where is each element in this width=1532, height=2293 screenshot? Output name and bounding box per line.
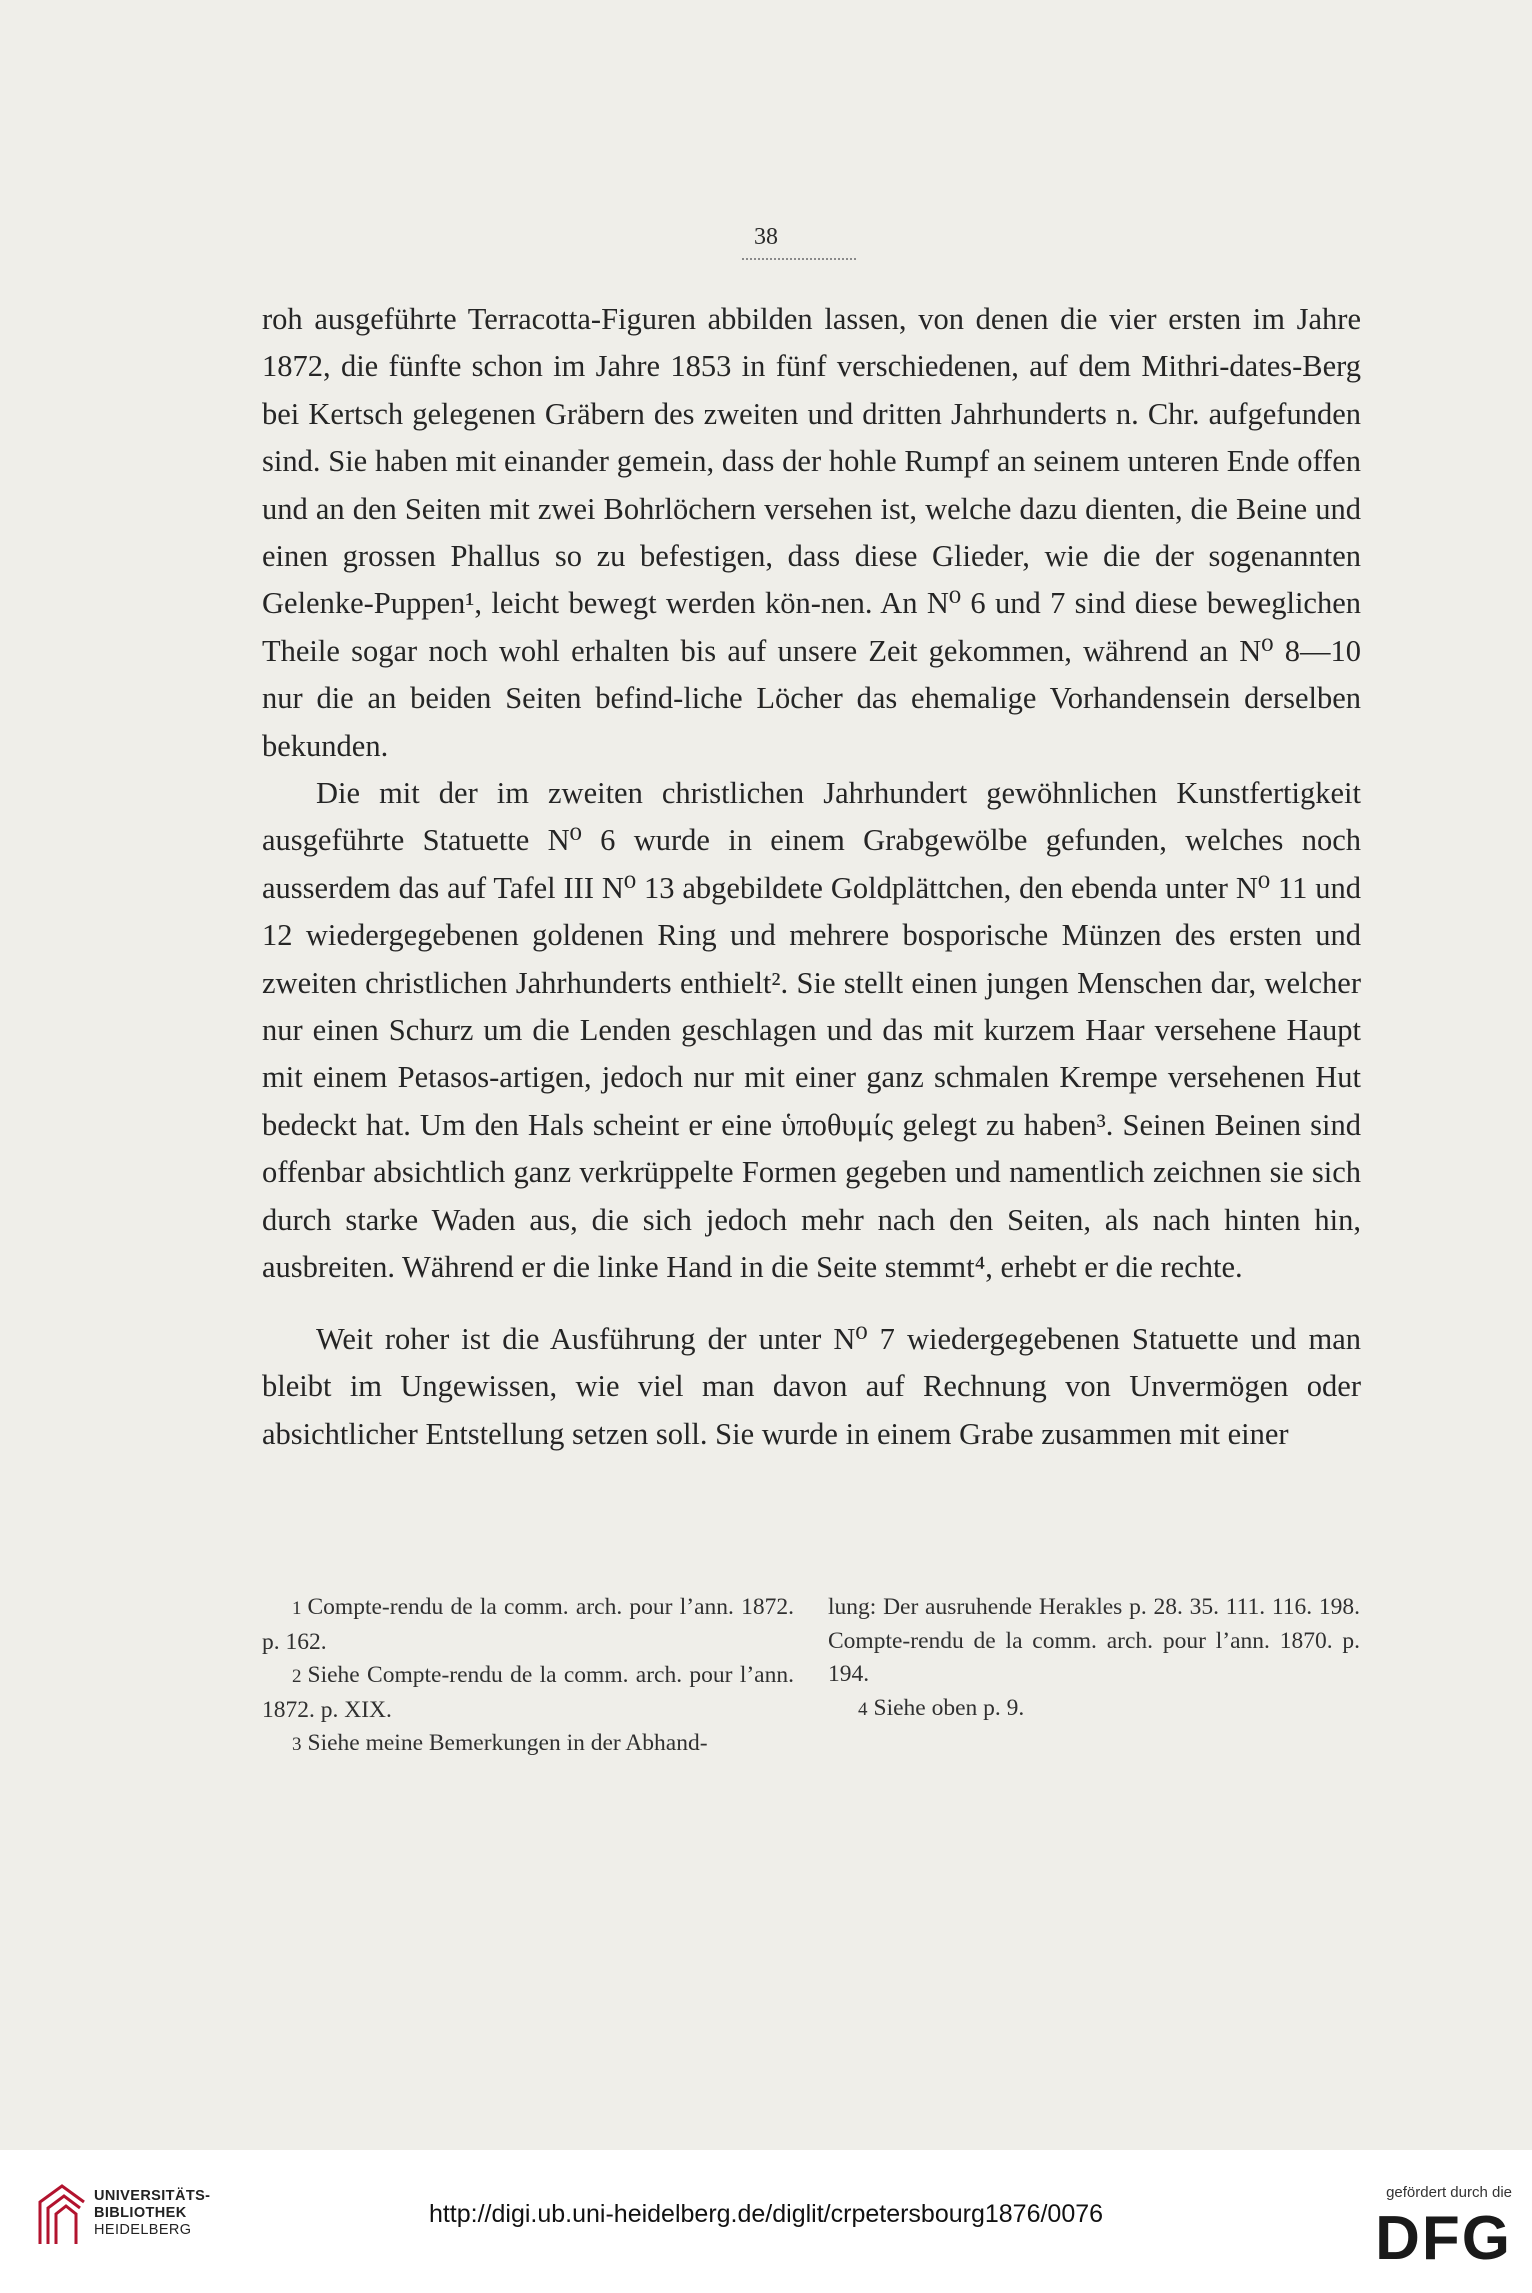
permalink-url[interactable]: http://digi.ub.uni-heidelberg.de/diglit/crpetersbourg1876/0076 — [428, 2200, 1104, 2228]
footnote-text: lung: Der ausruhende Herakles p. 28. 35. 111. 116. 198. Compte-rendu de la comm. arch. pour l’ann. 1870. p. 194. — [828, 1594, 1360, 1687]
footnote-text: Siehe Compte-rendu de la comm. arch. pour l’ann. 1872. p. XIX. — [262, 1662, 794, 1723]
footnotes-right-column — [828, 1591, 1360, 1726]
dfg-logo: DFG — [1375, 2204, 1512, 2273]
paragraph-1: roh ausgeführte Terracotta-Figuren abbilden lassen, von denen die vier ersten im Jahre 1872, die fünfte schon im Jahre 1853 in fünf verschiedenen, auf dem Mithri-dates-Berg bei Kertsch gelegenen Gräbern des zweiten und dritten Jahrhunderts n. Chr. aufgefunden sind. Sie haben mit einander gemein, dass der hohle Rumpf an seinem unteren Ende offen und an den Seiten mit zwei Bohrlöchern versehen ist, welche dazu dienten, die Beine und einen grossen Phallus so zu befestigen, dass diese Glieder, wie die der sogenannten Gelenke-Puppen¹, leicht bewegt werden kön-nen. An N⁰ 6 und 7 sind diese beweglichen Theile sogar noch wohl erhalten bis auf unsere Zeit gekommen, während an N⁰ 8—10 nur die an beiden Seiten befind-liche Löcher das ehemalige Vorhandensein derselben bekunden. — [262, 302, 1361, 763]
paragraph-2: Die mit der im zweiten christlichen Jahrhundert gewöhnlichen Kunstfertigkeit ausgeführte Statuette N⁰ 6 wurde in einem Grabgewölbe gefunden, welches noch ausserdem das auf Tafel III N⁰ 13 abgebildete Goldplättchen, den ebenda unter N⁰ 11 und 12 wiedergegebenen goldenen Ring und mehrere bosporische Münzen des ersten und zweiten christlichen Jahrhunderts enthielt². Sie stellt einen jungen Menschen dar, welcher nur einen Schurz um die Lenden geschlagen und das mit kurzem Haar versehene Haupt mit einem Petasos-artigen, jedoch nur mit einer ganz schmalen Krempe versehenen Hut bedeckt hat. Um den Hals scheint er eine ὑποθυμίς gelegt zu haben³. Seinen Beinen sind offenbar absichtlich ganz verkrüppelte Formen gegeben und namentlich zeichnen sie sich durch starke Waden aus, die sich jedoch mehr nach den Seiten, als nach hinten hin, ausbreiten. Während er die linke Hand in die Seite stemmt⁴, erhebt er die rechte. — [262, 776, 1361, 1285]
library-name-line-1: UNIVERSITÄTS- — [94, 2188, 211, 2204]
footnotes-left-column — [262, 1591, 794, 1762]
page-number: 38 — [754, 224, 778, 250]
footnote-2 — [262, 1659, 794, 1727]
footnote-4 — [828, 1692, 1360, 1727]
footnote-number: 1 — [292, 1598, 302, 1619]
page-number-ornament — [742, 258, 856, 260]
library-name-line-2: BIBLIOTHEK — [94, 2205, 187, 2221]
footnote-1 — [262, 1591, 794, 1659]
footnote-number: 2 — [292, 1666, 302, 1687]
paragraph-3: Weit roher ist die Ausführung der unter N⁰ 7 wiedergegebenen Statuette und man bleibt im Ungewissen, wie viel man davon auf Rechnung von Unvermögen oder absichtlicher Entstellung setzen soll. Sie wurde in einem Grabe zusammen mit einer — [262, 1322, 1361, 1451]
footnote-3 — [262, 1727, 794, 1762]
funding-caption: gefördert durch die — [1386, 2184, 1512, 2201]
footnote-text: Siehe oben p. 9. — [873, 1694, 1025, 1721]
footnote-text: Siehe meine Bemerkungen in der Abhand- — [307, 1730, 708, 1756]
footnote-number: 3 — [292, 1734, 302, 1755]
footnote-number: 4 — [858, 1698, 868, 1720]
footnote-text: Compte-rendu de la comm. arch. pour l’ann. 1872. p. 162. — [262, 1594, 794, 1655]
footnote-3-continued — [828, 1591, 1360, 1692]
library-name-line-3: HEIDELBERG — [94, 2222, 192, 2238]
